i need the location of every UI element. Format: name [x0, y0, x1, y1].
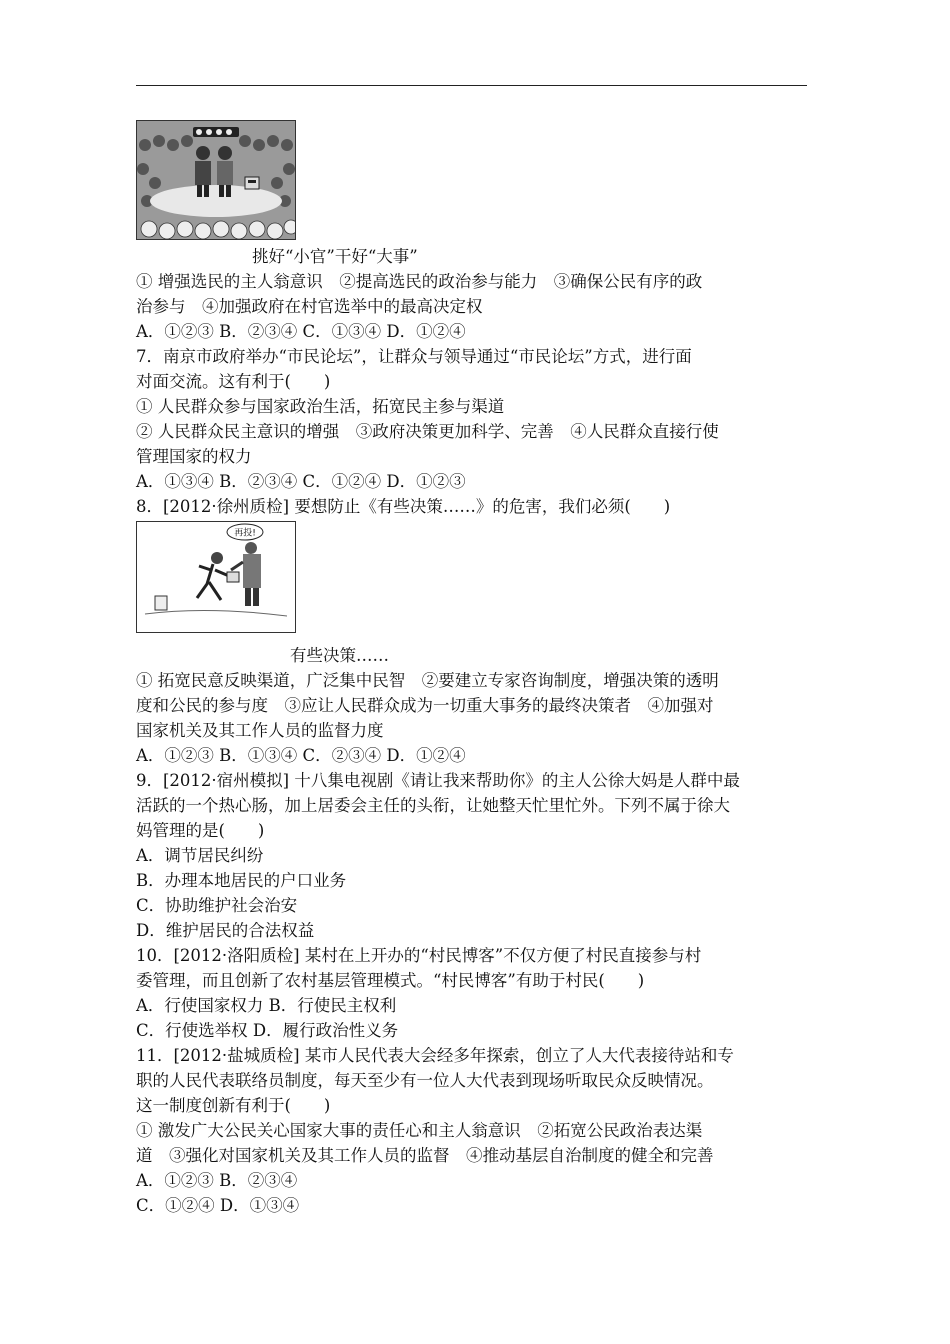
q9-option-d: D．维护居民的合法权益: [136, 921, 315, 940]
q11-option-line-2: 道 ③强化对国家机关及其工作人员的监督 ④推动基层自治制度的健全和完善: [136, 1146, 714, 1165]
q7-option-1: ① 人民群众参与国家政治生活，拓宽民主参与渠道: [136, 397, 505, 416]
cartoon-illustration: [137, 121, 295, 239]
banner-icon: [193, 127, 239, 137]
figure-village-election-cartoon: [136, 120, 296, 240]
q7-stem-line-1: 7．南京市政府举办“市民论坛”，让群众与领导通过“市民论坛”方式，进行面: [136, 347, 692, 366]
q10-stem-line-1: 10．[2012·洛阳质检] 某村在上开办的“村民博客”不仅方便了村民直接参与村: [136, 946, 702, 965]
q6-options-line-2: 治参与 ④加强政府在村官选举中的最高决定权: [136, 297, 483, 316]
decision-cartoon-illustration: [137, 522, 295, 632]
q7-option-2: ② 人民群众民主意识的增强 ③政府决策更加科学、完善 ④人民群众直接行使: [136, 422, 719, 441]
q9-stem-line-3: 妈管理的是( ): [136, 821, 265, 840]
q11-stem-line-2: 职的人民代表联络员制度，每天至少有一位人大代表到现场听取民众反映情况。: [136, 1071, 714, 1090]
q6-options-line-1: ① 增强选民的主人翁意识 ②提高选民的政治参与能力 ③确保公民有序的政: [136, 272, 703, 291]
q10-options-cd: C．行使选举权 D．履行政治性义务: [136, 1021, 399, 1040]
q11-options-ab: A．①②③ B．②③④: [136, 1171, 298, 1190]
q9-option-b: B．办理本地居民的户口业务: [136, 871, 347, 890]
document-icon: [155, 596, 167, 610]
q8-stem: 8．[2012·徐州质检] 要想防止《有些决策……》的危害，我们必须( ): [136, 497, 671, 516]
q6-answers: A．①②③ B．②③④ C．①③④ D．①②④: [136, 322, 466, 341]
q8-option-line-2: 度和公民的参与度 ③应让人民群众成为一切重大事务的最终决策者 ④加强对: [136, 696, 714, 715]
q9-stem-line-1: 9．[2012·宿州模拟] 十八集电视剧《请让我来帮助你》的主人公徐大妈是人群中最: [136, 771, 740, 790]
ballot-box-icon: [245, 177, 259, 189]
q7-answers: A．①③④ B．②③④ C．①②④ D．①②③: [136, 472, 466, 491]
figure-decision-cartoon: [136, 521, 296, 633]
q11-stem-line-3: 这一制度创新有利于( ): [136, 1096, 331, 1115]
q7-stem-line-2: 对面交流。这有利于( ): [136, 372, 331, 391]
q7-option-3: 管理国家的权力: [136, 447, 252, 466]
q10-options-ab: A．行使国家权力 B．行使民主权利: [136, 996, 397, 1015]
speech-bubble: [227, 524, 263, 540]
speech-bubble-text: 再投!: [234, 528, 256, 539]
q8-option-line-3: 国家机关及其工作人员的监督力度: [136, 721, 384, 740]
header-rule: [136, 85, 807, 86]
figure2-caption: 有些决策……: [290, 646, 389, 665]
q11-options-cd: C．①②④ D．①③④: [136, 1196, 300, 1215]
q8-answers: A．①②③ B．①③④ C．②③④ D．①②④: [136, 746, 466, 765]
q11-stem-line-1: 11．[2012·盐城质检] 某市人民代表大会经多年探索，创立了人大代表接待站和专: [136, 1046, 734, 1065]
q9-option-c: C．协助维护社会治安: [136, 896, 298, 915]
page-content: [136, 120, 808, 1218]
q8-option-line-1: ① 拓宽民意反映渠道，广泛集中民智 ②要建立专家咨询制度，增强决策的透明: [136, 671, 719, 690]
q11-option-line-1: ① 激发广大公民关心国家大事的责任心和主人翁意识 ②拓宽公民政治表达渠: [136, 1121, 703, 1140]
figure1-caption: 挑好“小官”干好“大事”: [252, 247, 418, 266]
q9-stem-line-2: 活跃的一个热心肠，加上居委会主任的头衔，让她整天忙里忙外。下列不属于徐大: [136, 796, 730, 815]
q10-stem-line-2: 委管理，而且创新了农村基层管理模式。“村民博客”有助于村民( ): [136, 971, 645, 990]
q9-option-a: A．调节居民纠纷: [136, 846, 264, 865]
